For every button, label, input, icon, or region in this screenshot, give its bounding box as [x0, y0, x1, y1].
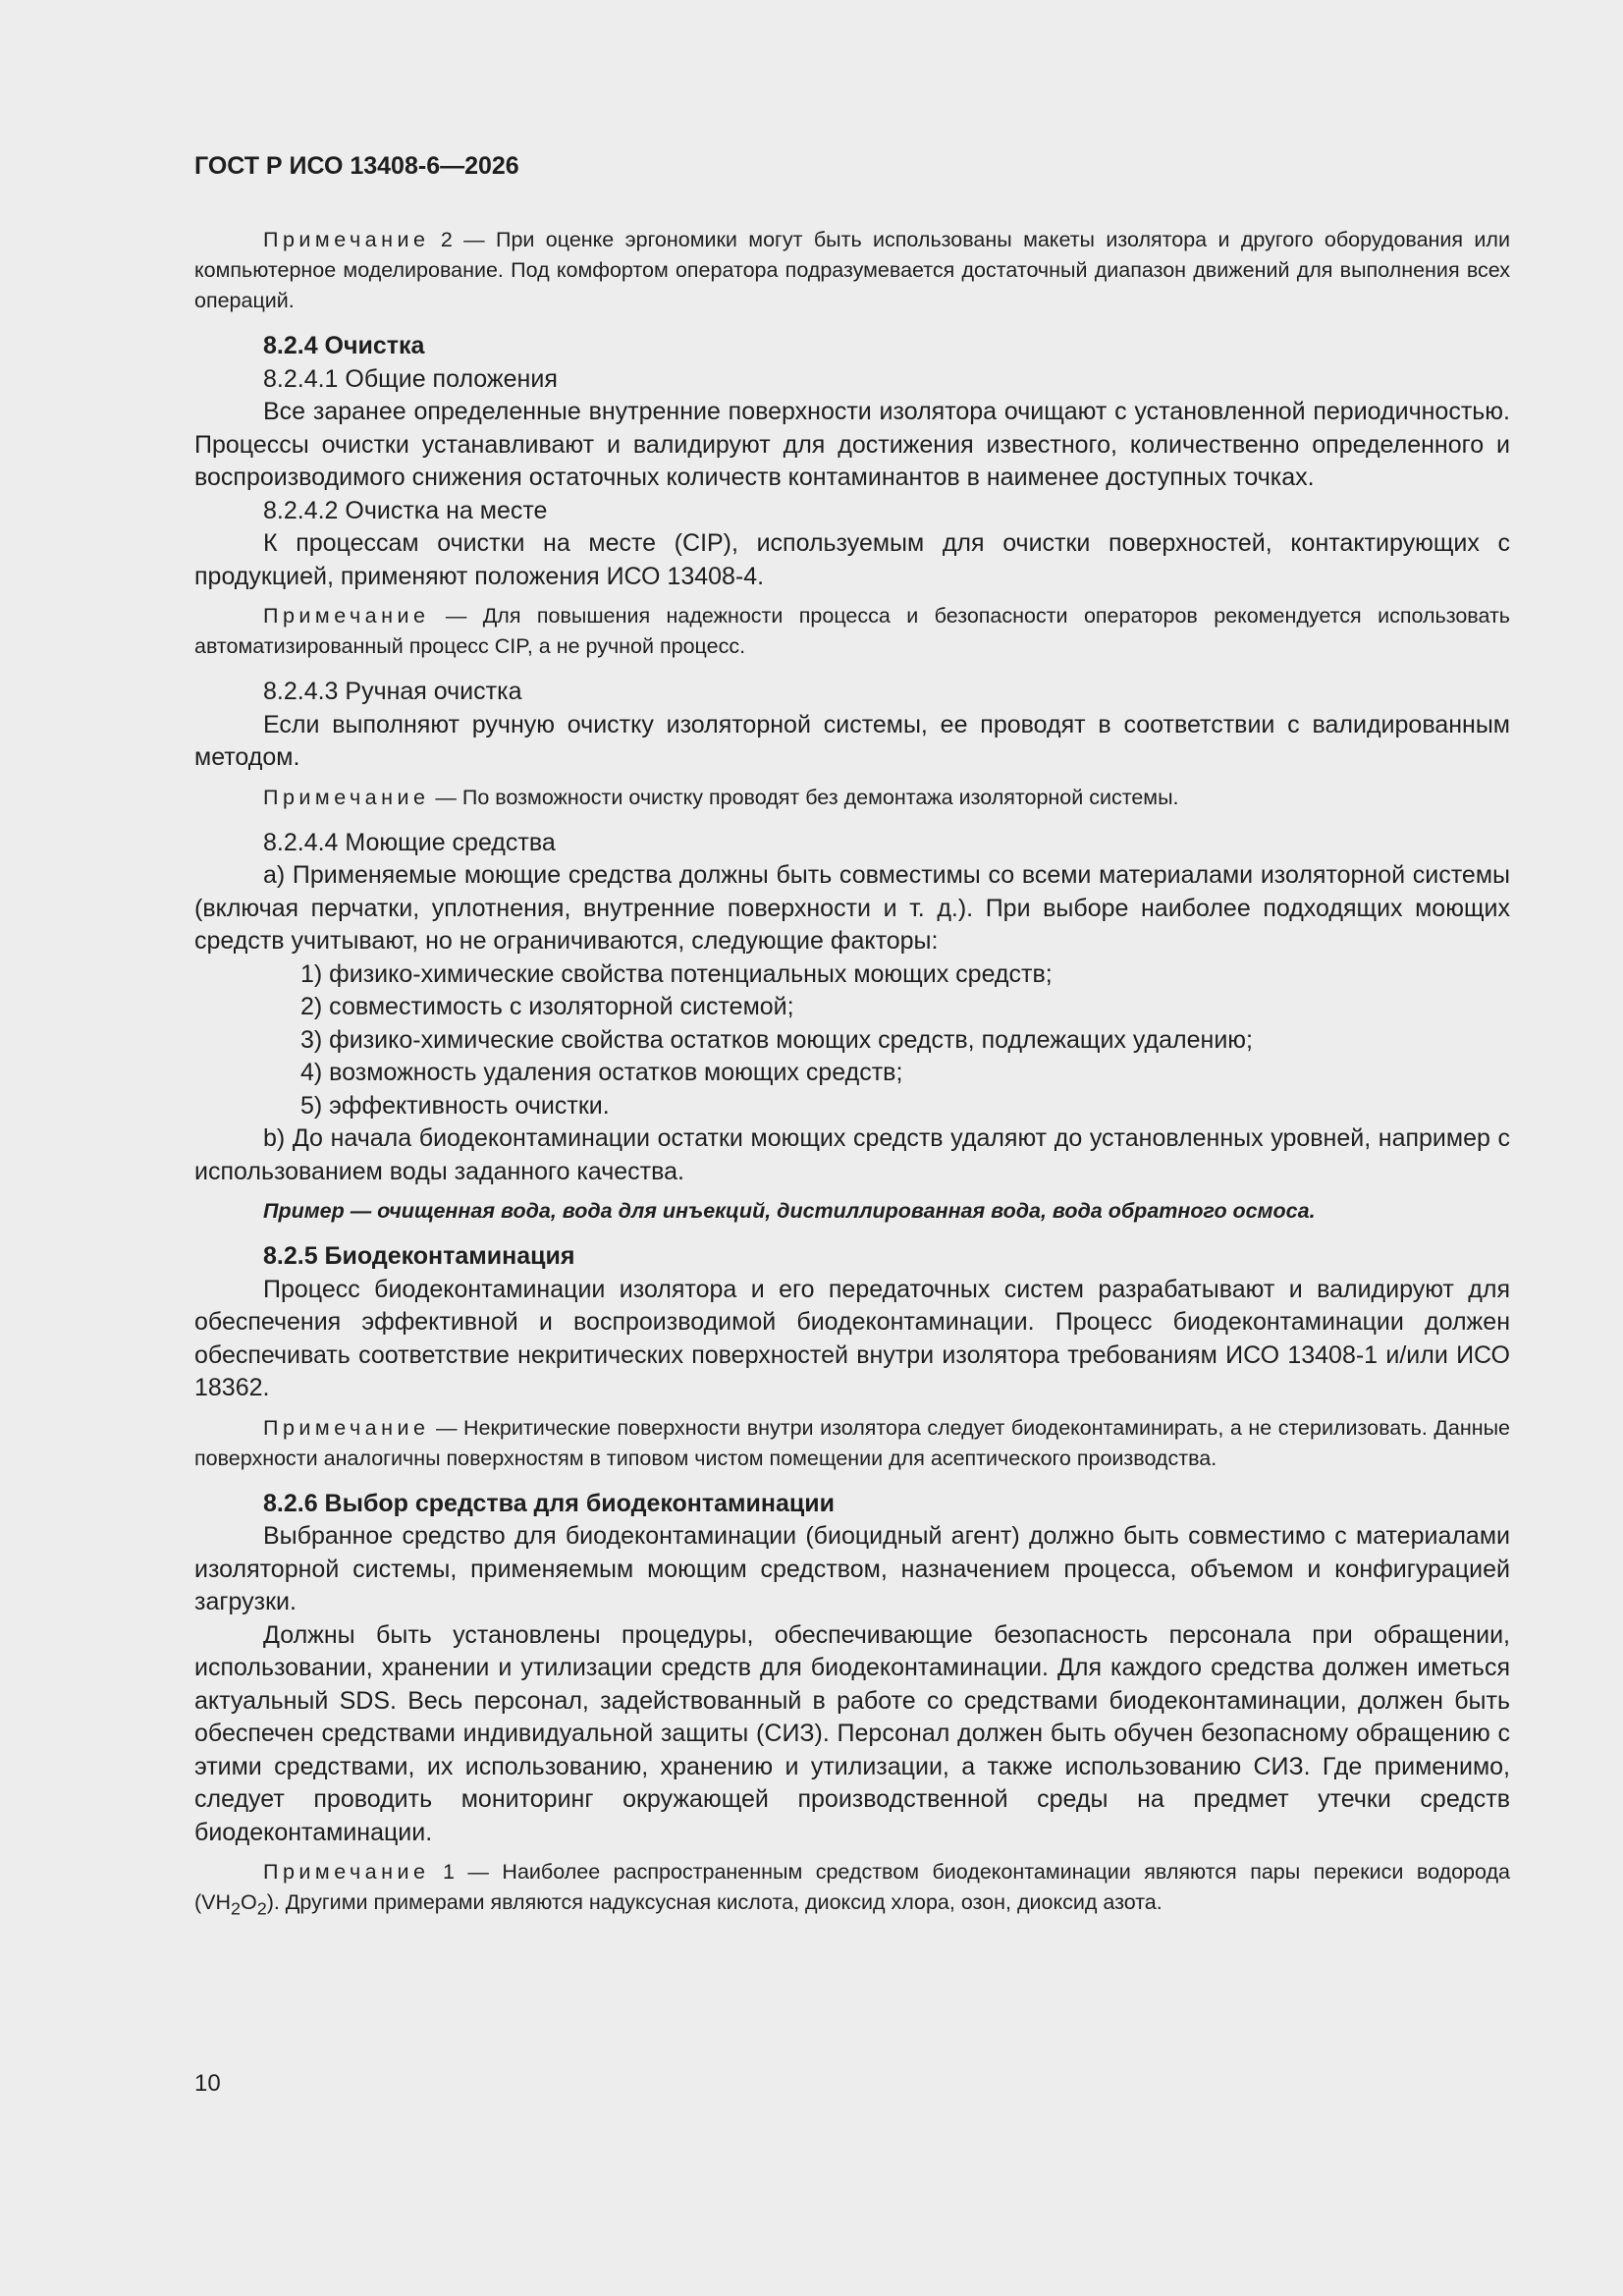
subsection-heading-8-2-4-2: 8.2.4.2 Очистка на месте	[263, 496, 548, 524]
subsection-heading-8-2-4-4: 8.2.4.4 Моющие средства	[263, 828, 556, 856]
section-heading-8-2-4: 8.2.4 Очистка	[263, 332, 425, 359]
paragraph: b) До начала биодеконтаминации остатки моющих средств удаляют до установленных уровней, например с использованием воды заданного качества.	[194, 1124, 1510, 1185]
note-label: Примечание	[263, 785, 430, 809]
list-item: 1) физико-химические свойства потенциальных моющих средств;	[300, 959, 1053, 988]
note: Примечание 1 — Наиболее распространенным средством биодеконтаминации являются пары перекиси водорода $(VH_2O_2)$. Другими примерами являются надуксусная кислота, диоксид хлора, озон, диоксид азота.	[194, 1860, 1511, 1919]
paragraph: a) Применяемые моющие средства должны быть совместимы со всеми материалами изоляторной системы (включая перчатки, уплотнения, внутренние поверхности и т. д.). При выборе наиболее подходящих моющих средств учитывают, но не ограничиваются, следующие факторы:	[194, 861, 1510, 955]
paragraph: К процессам очистки на месте (CIP), используемым для очистки поверхностей, контактирующих с продукцией, применяют положения ИСО 13408-4.	[194, 529, 1510, 590]
paragraph: Должны быть установлены процедуры, обеспечивающие безопасность персонала при обращении, использовании, хранении и утилизации средств для биодеконтаминации. Для каждого средства должен иметься актуальный SDS. Весь персонал, задействованный в работе со средствами биодеконтаминации, должен быть обеспечен средствами индивидуальной защиты (СИЗ). Персонал должен быть обучен безопасному обращению с этими средствами, их использованию, хранению и утилизации, а также использованию СИЗ. Где применимо, следует проводить мониторинг окружающей производственной среды на предмет утечки средств биодеконтаминации.	[194, 1620, 1510, 1846]
section-heading-8-2-6: 8.2.6 Выбор средства для биодеконтаминации	[263, 1489, 836, 1517]
page-content	[194, 144, 1510, 1938]
list-item: 3) физико-химические свойства остатков моющих средств, подлежащих удалению;	[300, 1025, 1253, 1054]
list-item: 2) совместимость с изоляторной системой;	[300, 993, 794, 1020]
note: Примечание — Для повышения надежности процесса и безопасности операторов рекомендуется использовать автоматизированный процесс CIP, а не ручной процесс.	[194, 604, 1510, 658]
note-label: Примечание	[263, 1415, 430, 1440]
list-item: 5) эффективность очистки.	[300, 1091, 610, 1120]
note-ergonomics: Примечание 2 — При оценке эргономики могут быть использованы макеты изолятора и другого оборудования или компьютерное моделирование. Под комфортом оператора подразумевается достаточный диапазон движений для выполнения всех операций.	[194, 228, 1510, 312]
list-item: 4) возможность удаления остатков моющих средств;	[300, 1059, 903, 1086]
subsection-heading-8-2-4-1: 8.2.4.1 Общие положения	[263, 364, 558, 393]
paragraph: Процесс биодеконтаминации изолятора и его передаточных систем разрабатывают и валидируют для обеспечения эффективной и воспроизводимой биодеконтаминации. Процесс биодеконтаминации должен обеспечивать соответствие некритических поверхностей внутри изолятора требованиям ИСО 13408-1 и/или ИСО 18362.	[194, 1275, 1510, 1401]
note-label: Примечание	[263, 228, 430, 251]
section-heading-8-2-5: 8.2.5 Биодеконтаминация	[263, 1242, 575, 1270]
paragraph: Все заранее определенные внутренние поверхности изолятора очищают с установленной периодичностью. Процессы очистки устанавливают и валидируют для достижения известного, количественно определенного и воспроизводимого снижения остаточных количеств контаминантов в наименее доступных точках.	[194, 398, 1510, 491]
example: Пример — очищенная вода, вода для инъекций, дистиллированная вода, вода обратного осмоса.	[263, 1199, 1316, 1223]
note: Примечание — По возможности очистку проводят без демонтажа изоляторной системы.	[263, 785, 1179, 809]
paragraph: Если выполняют ручную очистку изоляторной системы, ее проводят в соответствии с валидированным методом.	[194, 710, 1510, 771]
page-number: 10	[194, 2070, 221, 2097]
paragraph: Выбранное средство для биодеконтаминации (биоцидный агент) должно быть совместимо с материалами изоляторной системы, применяемым моющим средством, назначением процесса, объемом и конфигурацией загрузки.	[194, 1522, 1510, 1615]
note: Примечание — Некритические поверхности внутри изолятора следует биодеконтаминирать, а не стерилизовать. Данные поверхности аналогичны поверхностям в типовом чистом помещении для асептического производства.	[194, 1415, 1510, 1470]
document-header: ГОСТ Р ИСО 13408-6—2026	[194, 152, 519, 180]
note-label: Примечание	[263, 1860, 430, 1884]
subsection-heading-8-2-4-3: 8.2.4.3 Ручная очистка	[263, 678, 522, 705]
note-label: Примечание	[263, 604, 430, 628]
